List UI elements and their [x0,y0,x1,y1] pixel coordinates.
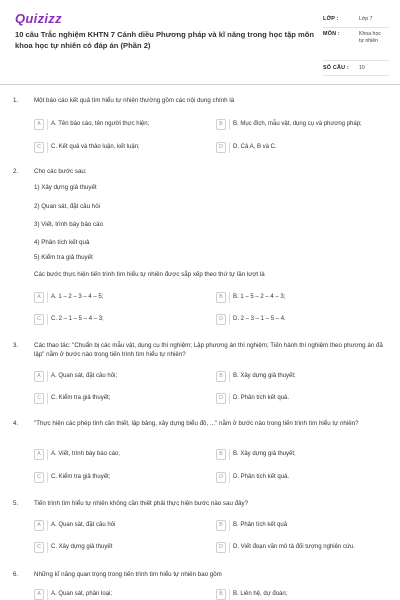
meta-divider [323,60,389,61]
option-separator [229,589,230,600]
option-letter: C [34,542,44,553]
option-text: B. Xây dựng giả thuyết; [233,373,296,379]
option-d[interactable] [216,142,386,156]
question-text: Tiến trình tìm hiểu tự nhiên không cần thiết phải thực hiện bước nào sau đây? [34,500,249,507]
subject-value: Khoa học tự nhiên [359,31,381,44]
option-separator [229,142,230,153]
option-separator [47,142,48,153]
option-text: A. Quan sát, phân loại; [51,591,113,597]
option-letter: D [216,542,226,553]
option-text: B. Mục đích, mẫu vật, dụng cụ và phương pháp; [233,121,362,127]
option-a[interactable] [34,589,204,600]
question-text: "Thực hiện các phép tính cần thiết, lập bảng, xây dựng biểu đồ, ..." nằm ở bước nào trong tiến trình tìm hiểu tự nhiên? [34,420,359,427]
option-text: A. Viết, trình bày báo cáo; [51,451,120,457]
quizizz-logo: Quizizz [15,11,62,26]
option-letter: C [34,314,44,325]
option-b[interactable] [216,119,386,133]
option-separator [229,119,230,130]
option-text: A. Quan sát, đặt câu hỏi; [51,373,118,379]
option-b[interactable] [216,449,386,463]
option-letter: B [216,119,226,130]
option-separator [47,520,48,531]
question-text: Cho các bước sau: [34,168,87,175]
count-label: SỐ CÂU : [323,65,349,71]
option-letter: A [34,589,44,600]
question-number: 2. [13,168,19,175]
option-letter: A [34,520,44,531]
option-d[interactable] [216,542,386,556]
option-text: D. Phân tích kết quả. [233,474,290,480]
option-b[interactable] [216,292,386,306]
option-text: B. Liên hệ, dự đoán; [233,591,288,597]
option-a[interactable] [34,119,204,133]
option-c[interactable] [34,542,204,556]
option-text: B. 1 – 5 – 2 – 4 – 3; [233,294,286,300]
option-letter: B [216,589,226,600]
option-separator [47,472,48,483]
question-text: Những kĩ năng quan trọng trong tiến trình tìm hiểu tự nhiên bao gồm [34,571,222,578]
option-letter: B [216,520,226,531]
option-separator [47,449,48,460]
worksheet-header [0,0,400,82]
option-letter: A [34,292,44,303]
option-b[interactable] [216,371,386,385]
option-c[interactable] [34,314,204,328]
question-number: 1. [13,97,19,104]
option-letter: B [216,371,226,382]
option-letter: A [34,371,44,382]
option-separator [229,314,230,325]
option-letter: C [34,142,44,153]
question-text: Một báo cáo kết quả tìm hiểu tự nhiên thường gồm các nội dung chính là [34,97,235,104]
option-letter: B [216,292,226,303]
option-letter: C [34,393,44,404]
option-d[interactable] [216,393,386,407]
option-separator [229,542,230,553]
question-text: Các thao tác: "Chuẩn bị các mẫu vật, dụng cụ thí nghiệm; Lập phương án thí nghiệm; Tiến hành thí nghiệm theo phương án đã lập" nằm ở bước nào trong tiến trình tìm hiểu tự nhiên? [34,342,383,358]
option-separator [229,292,230,303]
option-letter: D [216,472,226,483]
option-text: A. Quan sát, đặt câu hỏi [51,522,116,528]
option-separator [47,393,48,404]
option-text: A. Tên báo cáo, tên người thực hiện; [51,121,150,127]
meta-divider [323,75,389,76]
option-d[interactable] [216,314,386,328]
option-text: C. 2 – 1 – 5 – 4 – 3; [51,316,104,322]
option-letter: D [216,314,226,325]
count-value: 10 [359,65,365,71]
option-a[interactable] [34,292,204,306]
option-separator [229,520,230,531]
option-a[interactable] [34,371,204,385]
step-item: 1) Xây dựng giả thuyết [34,184,97,191]
option-letter: C [34,472,44,483]
option-text: D. Cả A, B và C. [233,144,277,150]
question-number: 4. [13,420,19,427]
option-b[interactable] [216,589,386,600]
option-text: B. Phân tích kết quả [233,522,288,528]
option-separator [47,314,48,325]
option-separator [47,542,48,553]
question-number: 3. [13,342,19,349]
option-c[interactable] [34,142,204,156]
option-letter: D [216,142,226,153]
question-number: 6. [13,571,19,578]
option-separator [229,449,230,460]
option-b[interactable] [216,520,386,534]
option-separator [229,472,230,483]
option-text: C. Kết quả và thảo luận, kết luận; [51,144,140,150]
option-letter: D [216,393,226,404]
option-a[interactable] [34,449,204,463]
option-text: B. Xây dựng giả thuyết; [233,451,296,457]
option-separator [47,119,48,130]
grade-value: Lớp 7 [359,16,373,22]
option-c[interactable] [34,393,204,407]
question-number: 5. [13,500,19,507]
option-a[interactable] [34,520,204,534]
option-letter: B [216,449,226,460]
option-letter: A [34,119,44,130]
option-separator [47,589,48,600]
option-separator [229,371,230,382]
option-text: C. Kiểm tra giả thuyết; [51,395,111,401]
option-text: D. Viết đoạn văn mô tả đối tượng nghiên cứu. [233,544,355,550]
option-separator [47,371,48,382]
header-divider [0,84,400,85]
question-prompt: Các bước thực hiện tiến trình tìm hiểu tự nhiên được sắp xếp theo thứ tự lần lượt là [34,271,265,278]
option-d[interactable] [216,472,386,486]
subject-label: MÔN : [323,31,340,37]
step-item: 2) Quan sát, đặt câu hỏi [34,203,101,210]
step-item: 5) Kiểm tra giả thuyết [34,254,93,261]
option-text: C. Kiểm tra giả thuyết; [51,474,111,480]
option-c[interactable] [34,472,204,486]
step-item: 3) Viết, trình bày báo cáo [34,221,104,228]
worksheet-title: 10 câu Trắc nghiệm KHTN 7 Cánh diều Phương pháp và kĩ năng trong học tập môn khoa học tự nhiên có đáp án (Phần 2) [15,30,315,50]
option-text: A. 1 – 2 – 3 – 4 – 5; [51,294,104,300]
step-item: 4) Phân tích kết quả [34,239,90,246]
option-letter: A [34,449,44,460]
option-separator [47,292,48,303]
grade-label: LỚP : [323,16,339,22]
option-text: D. 2 – 3 – 1 – 5 – 4. [233,316,286,322]
meta-divider [323,27,389,28]
option-text: D. Phân tích kết quả. [233,395,290,401]
option-text: C. Xây dựng giả thuyết [51,544,113,550]
option-separator [229,393,230,404]
